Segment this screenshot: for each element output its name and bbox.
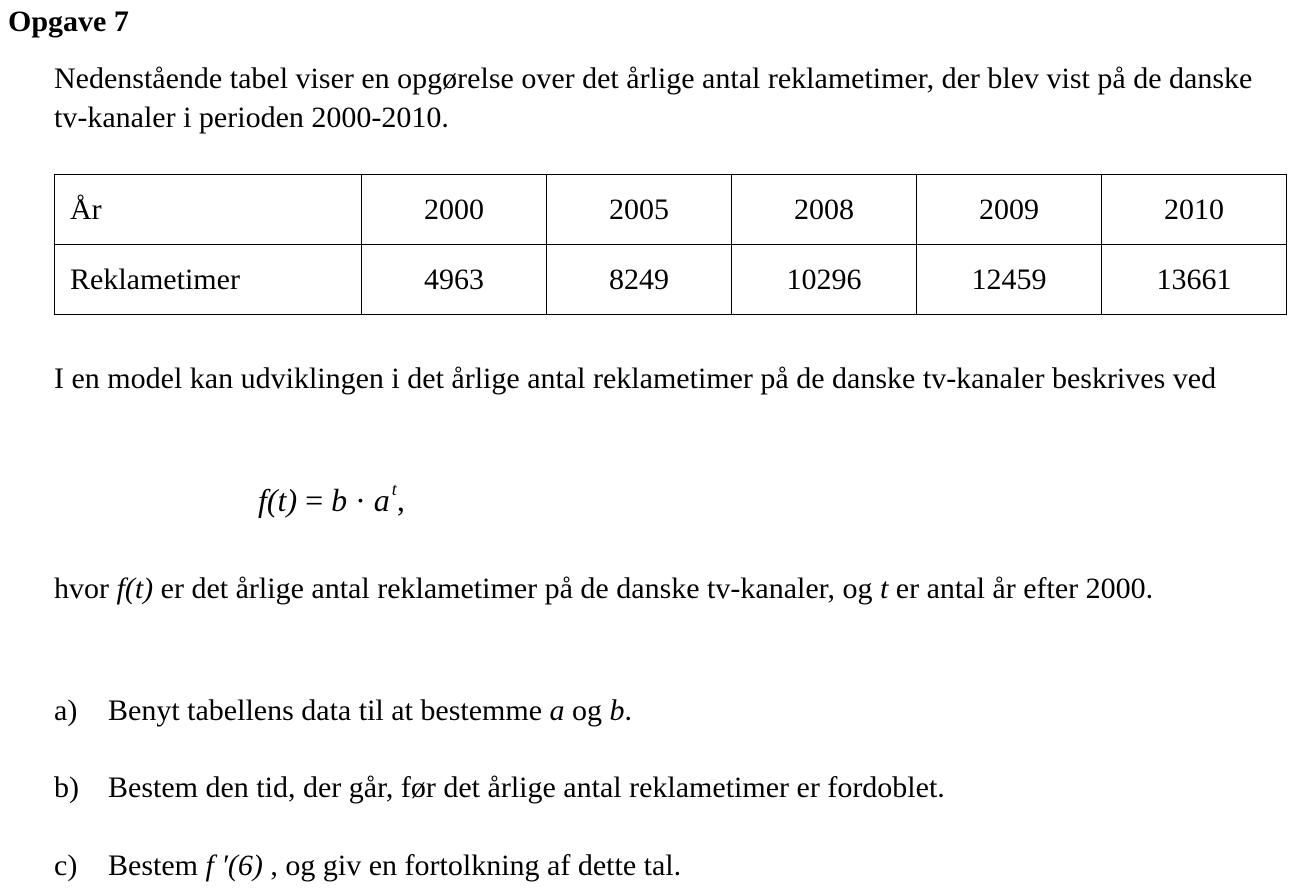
task-c [54,846,681,886]
task-label: b) [54,771,79,804]
task-text: . [624,694,633,727]
year-cell: 2009 [917,175,1102,245]
table-row-years [55,175,1287,245]
formula-comma: , [396,482,405,518]
value-cell: 4963 [362,245,547,315]
model-formula [258,478,405,527]
formula-exponent: t [391,479,397,499]
year-cell: 2008 [732,175,917,245]
task-text: Bestem [108,849,206,882]
task-b [54,768,945,808]
table-row-values [55,245,1287,315]
task-a [54,691,632,731]
explain-text: er det årlige antal reklametimer på de danske tv-kanaler, og [153,572,880,605]
explain-text: hvor [54,572,117,605]
task-var: a [549,694,565,727]
formula-dot: · [355,482,366,518]
task-text: Bestem den tid, der går, før det årlige antal reklametimer er fordoblet. [108,771,945,804]
task-label: c) [54,849,78,882]
table-header-label: År [55,175,362,245]
year-cell: 2010 [1102,175,1287,245]
year-cell: 2005 [547,175,732,245]
task-text: og [564,694,610,727]
intro-paragraph: Nedenstående tabel viser en opgørelse over det årlige antal reklametimer, der blev vist på de danske tv-kanaler i perioden 2000-2010. [54,62,1253,134]
task-label: a) [54,694,78,727]
task-text: , og giv en fortolkning af dette tal. [262,849,682,882]
exercise-heading: Opgave 7 [8,5,129,38]
value-cell: 10296 [732,245,917,315]
formula-lhs: f(t) [258,482,298,518]
value-cell: 13661 [1102,245,1287,315]
explain-t: t [879,572,889,605]
data-table [54,174,1287,315]
value-cell: 8249 [547,245,732,315]
explain-text: er antal år efter 2000. [888,572,1154,605]
formula-b: b [331,482,348,518]
year-cell: 2000 [362,175,547,245]
table-row-label: Reklametimer [55,245,362,315]
value-cell: 12459 [917,245,1102,315]
task-fprime: f ′(6) [205,849,263,882]
model-paragraph: I en model kan udviklingen i det årlige antal reklametimer på de danske tv-kanaler beskrives ved [54,362,1217,395]
task-text: Benyt tabellens data til at bestemme [108,694,550,727]
explain-ft: f(t) [116,572,154,605]
task-var: b [609,694,625,727]
formula-a: a [373,482,390,518]
explain-paragraph [54,566,1284,612]
formula-equals: = [305,482,324,518]
